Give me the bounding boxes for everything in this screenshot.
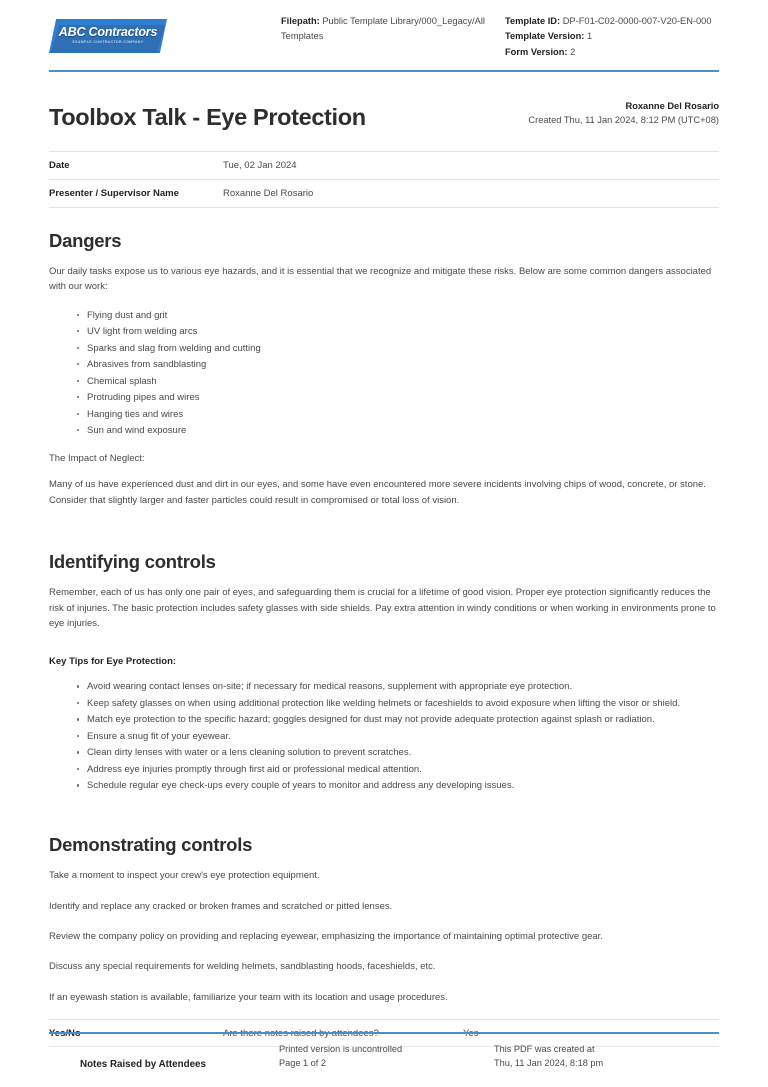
form-version-value: 2	[570, 46, 576, 57]
section-demonstrating-controls	[49, 834, 719, 1005]
list-item: Ensure a snug fit of your eyewear.	[87, 729, 719, 744]
logo-tagline: EXAMPLE CONTRACTOR COMPANY	[72, 39, 144, 45]
list-item: Hanging ties and wires	[87, 407, 719, 422]
template-id-line	[505, 14, 719, 29]
logo-company-name: ABC Contractors	[58, 25, 158, 39]
footer-print-block	[279, 1043, 494, 1071]
list-item: UV light from welding arcs	[87, 324, 719, 339]
key-tips-list	[49, 679, 719, 793]
field-label-presenter: Presenter / Supervisor Name	[49, 187, 179, 199]
filepath-block	[281, 14, 505, 45]
template-version-value: 1	[587, 31, 593, 42]
demonstrating-paragraph: Review the company policy on providing and replacing eyewear, emphasizing the importance of maintaining optimal protective gear.	[49, 931, 603, 943]
field-value-presenter: Roxanne Del Rosario	[223, 187, 314, 199]
footer-printed-notice: Printed version is uncontrolled	[279, 1044, 403, 1055]
impact-label: The Impact of Neglect:	[49, 453, 145, 465]
list-item: Address eye injuries promptly through first aid or professional medical attention.	[87, 762, 719, 777]
section-heading-demonstrating: Demonstrating controls	[49, 834, 253, 856]
created-timestamp: Created Thu, 11 Jan 2024, 8:12 PM (UTC+08)	[528, 115, 719, 126]
list-item: Sparks and slag from welding and cutting	[87, 341, 719, 356]
demonstrating-paragraph: If an eyewash station is available, familiarize your team with its location and usage procedures.	[49, 991, 448, 1003]
list-item: Abrasives from sandblasting	[87, 357, 719, 372]
form-version-label: Form Version:	[505, 46, 568, 57]
company-logo	[49, 14, 281, 53]
template-id-value: DP-F01-C02-0000-007-V20-EN-000	[562, 16, 712, 26]
demonstrating-paragraph: Identify and replace any cracked or broken frames and scratched or pitted lenses.	[49, 900, 393, 912]
list-item: Match eye protection to the specific hazard; goggles designed for dust may not provide adequate protection against splash or radiation.	[87, 712, 719, 727]
list-item: Schedule regular eye check-ups every couple of years to monitor and address any developing issues.	[87, 778, 719, 793]
template-version-label: Template Version:	[505, 31, 585, 42]
footer-pdf-block	[494, 1043, 719, 1071]
list-item: Chemical splash	[87, 374, 719, 389]
section-heading-identifying: Identifying controls	[49, 551, 216, 573]
demonstrating-paragraph: Take a moment to inspect your crew's eye protection equipment.	[49, 870, 320, 882]
field-label-date: Date	[49, 159, 70, 171]
document-header	[49, 0, 719, 70]
list-item: Clean dirty lenses with water or a lens cleaning solution to prevent scratches.	[87, 745, 719, 760]
template-version-line	[505, 29, 719, 44]
footer-pdf-created-label: This PDF was created at	[494, 1044, 595, 1055]
form-version-line	[505, 45, 719, 60]
list-item: Protruding pipes and wires	[87, 390, 719, 405]
list-item: Keep safety glasses on when using additional protection like welding helmets or faceshields to avoid exposure when lifting the visor or shield.	[87, 696, 719, 711]
field-row-date	[49, 151, 719, 179]
author-name: Roxanne Del Rosario	[625, 100, 719, 111]
key-tips-label: Key Tips for Eye Protection:	[49, 656, 177, 668]
demonstrating-paragraph: Discuss any special requirements for welding helmets, sandblasting hoods, faceshields, etc.	[49, 961, 436, 973]
section-heading-dangers: Dangers	[49, 229, 122, 251]
created-block	[528, 99, 719, 131]
document-footer	[49, 1032, 719, 1071]
field-value-date: Tue, 02 Jan 2024	[223, 159, 297, 171]
notes-raised-heading: Notes Raised by Attendees	[80, 1059, 206, 1071]
footer-columns	[49, 1034, 719, 1071]
filepath-label: Filepath:	[281, 16, 320, 26]
footer-pdf-created-value: Thu, 11 Jan 2024, 8:18 pm	[494, 1058, 604, 1069]
identifying-intro: Remember, each of us has only one pair of eyes, and safeguarding them is crucial for a lifetime of good vision. Proper eye protection significantly reduces the risk of injuries. The basic protection includes safety glasses with side shields. Pay extra attention in windy conditions or when working in environments prone to eye injuries.	[49, 587, 716, 629]
header-divider	[49, 70, 719, 72]
list-item: Sun and wind exposure	[87, 423, 719, 438]
dangers-list	[49, 308, 719, 439]
section-identifying-controls	[49, 551, 719, 806]
footer-spacer	[49, 1043, 279, 1071]
title-row	[49, 99, 719, 131]
dangers-intro: Our daily tasks expose us to various eye hazards, and it is essential that we recognize and mitigate these risks. Below are some common dangers associated with our work:	[49, 265, 712, 293]
impact-text: Many of us have experienced dust and dirt in our eyes, and some have even encountered more severe incidents involving chips of wood, concrete, or stone. Consider that slightly larger and faster particles could result in compromised or total loss of vision.	[49, 479, 706, 506]
list-item: Avoid wearing contact lenses on-site; if necessary for medical reasons, supplement with appropriate eye protection.	[87, 679, 719, 694]
filepath-value: Public Template Library/000_Legacy/All Templates	[281, 16, 485, 42]
logo-graphic	[49, 19, 167, 53]
list-item: Flying dust and grit	[87, 308, 719, 323]
section-dangers	[49, 230, 719, 521]
template-id-label: Template ID:	[505, 16, 561, 26]
field-row-presenter	[49, 179, 719, 208]
page-title: Toolbox Talk - Eye Protection	[49, 103, 366, 130]
footer-page-number: Page 1 of 2	[279, 1058, 326, 1069]
template-meta-block	[505, 14, 719, 60]
field-table	[49, 151, 719, 208]
